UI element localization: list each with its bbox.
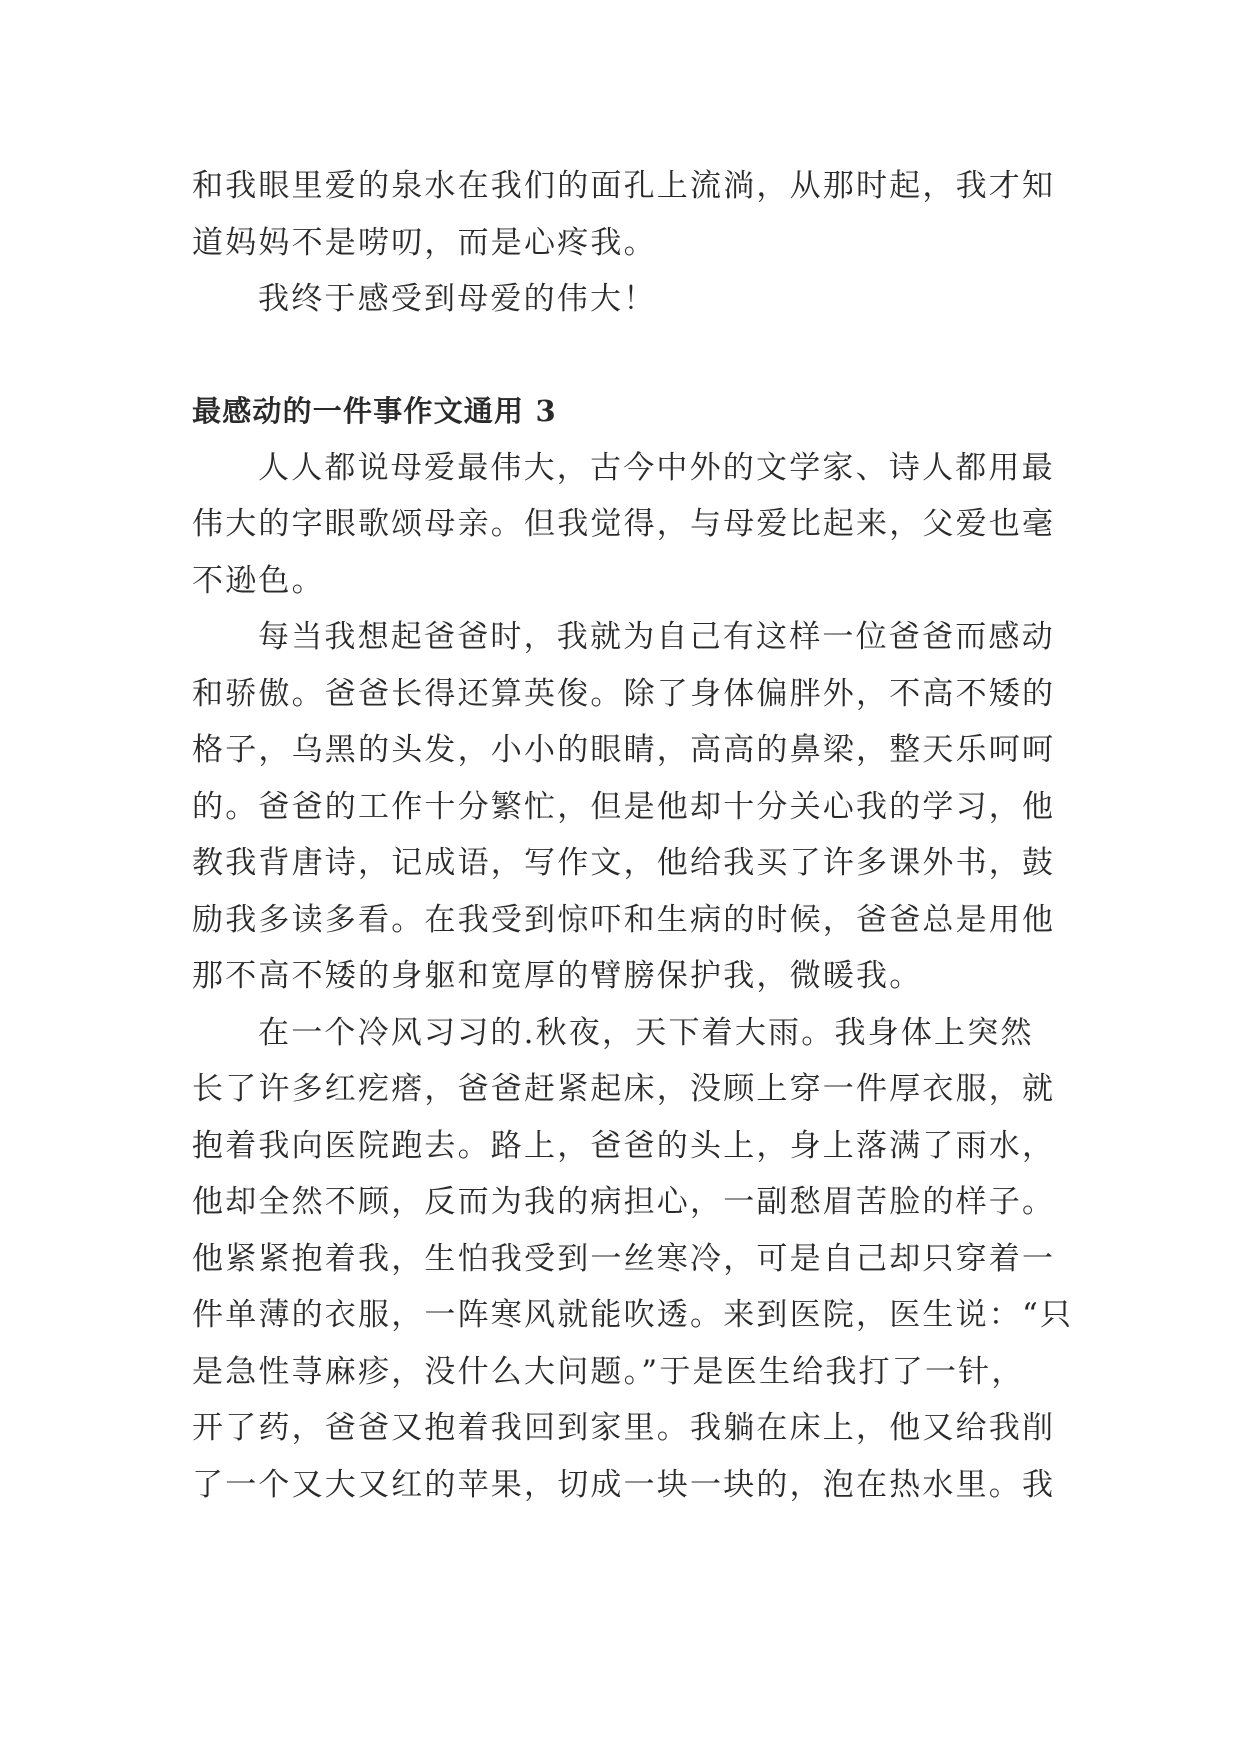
text-line: 每当我想起爸爸时，我就为自己有这样一位爸爸而感动 bbox=[258, 619, 1055, 655]
paragraph-2 bbox=[192, 609, 1072, 1005]
text-line: 了一个又大又红的苹果，切成一块一块的，泡在热水里。我 bbox=[192, 1466, 1056, 1503]
text-line: 是急性荨麻疹，没什么大问题。”于是医生给我打了一针， bbox=[192, 1353, 1025, 1390]
text-line: 抱着我向医院跑去。路上，爸爸的头上，身上落满了雨水， bbox=[192, 1127, 1056, 1164]
text-line: 件单薄的衣服，一阵寒风就能吹透。来到医院，医生说：“只 bbox=[192, 1297, 1074, 1333]
paragraph-closing bbox=[192, 271, 1072, 328]
section-title: 最感动的一件事作文通用 3 bbox=[192, 393, 557, 428]
text-line: 他却全然不顾，反而为我的病担心，一副愁眉苦脸的样子。 bbox=[192, 1184, 1056, 1220]
text-line: 励我多读多看。在我受到惊吓和生病的时候，爸爸总是用他 bbox=[192, 901, 1056, 938]
text-line: 伟大的字眼歌颂母亲。但我觉得，与母爱比起来，父爱也毫 bbox=[192, 506, 1056, 542]
text-line: 教我背唐诗，记成语，写作文，他给我买了许多课外书，鼓 bbox=[192, 845, 1056, 881]
text-line: 在一个冷风习习的.秋夜，天下着大雨。我身体上突然 bbox=[258, 1014, 1034, 1051]
document-body bbox=[192, 158, 1072, 1513]
text-line: 他紧紧抱着我，生怕我受到一丝寒冷，可是自己却只穿着一 bbox=[192, 1240, 1056, 1277]
text-line: 长了许多红疙瘩，爸爸赶紧起床，没顾上穿一件厚衣服，就 bbox=[192, 1071, 1056, 1107]
text-line: 那不高不矮的身躯和宽厚的臂膀保护我，微暖我。 bbox=[192, 958, 923, 994]
text-line: 和我眼里爱的泉水在我们的面孔上流淌，从那时起，我才知 bbox=[192, 168, 1056, 204]
section-spacer bbox=[192, 328, 1072, 382]
paragraph-continuation bbox=[192, 158, 1072, 271]
text-line: 人人都说母爱最伟大，古今中外的文学家、诗人都用最 bbox=[258, 449, 1055, 486]
text-line: 格子，乌黑的头发，小小的眼睛，高高的鼻梁，整天乐呵呵 bbox=[192, 732, 1056, 768]
paragraph-3 bbox=[192, 1005, 1072, 1514]
text-line: 开了药，爸爸又抱着我回到家里。我躺在床上，他又给我削 bbox=[192, 1410, 1056, 1446]
text-line: 道妈妈不是唠叨，而是心疼我。 bbox=[192, 224, 657, 261]
text-line: 的。爸爸的工作十分繁忙，但是他却十分关心我的学习，他 bbox=[192, 788, 1056, 825]
text-line: 和骄傲。爸爸长得还算英俊。除了身体偏胖外，不高不矮的 bbox=[192, 675, 1056, 712]
paragraph-1 bbox=[192, 440, 1072, 610]
text-line: 不逊色。 bbox=[192, 562, 325, 599]
text-line: 我终于感受到母爱的伟大！ bbox=[258, 281, 657, 317]
